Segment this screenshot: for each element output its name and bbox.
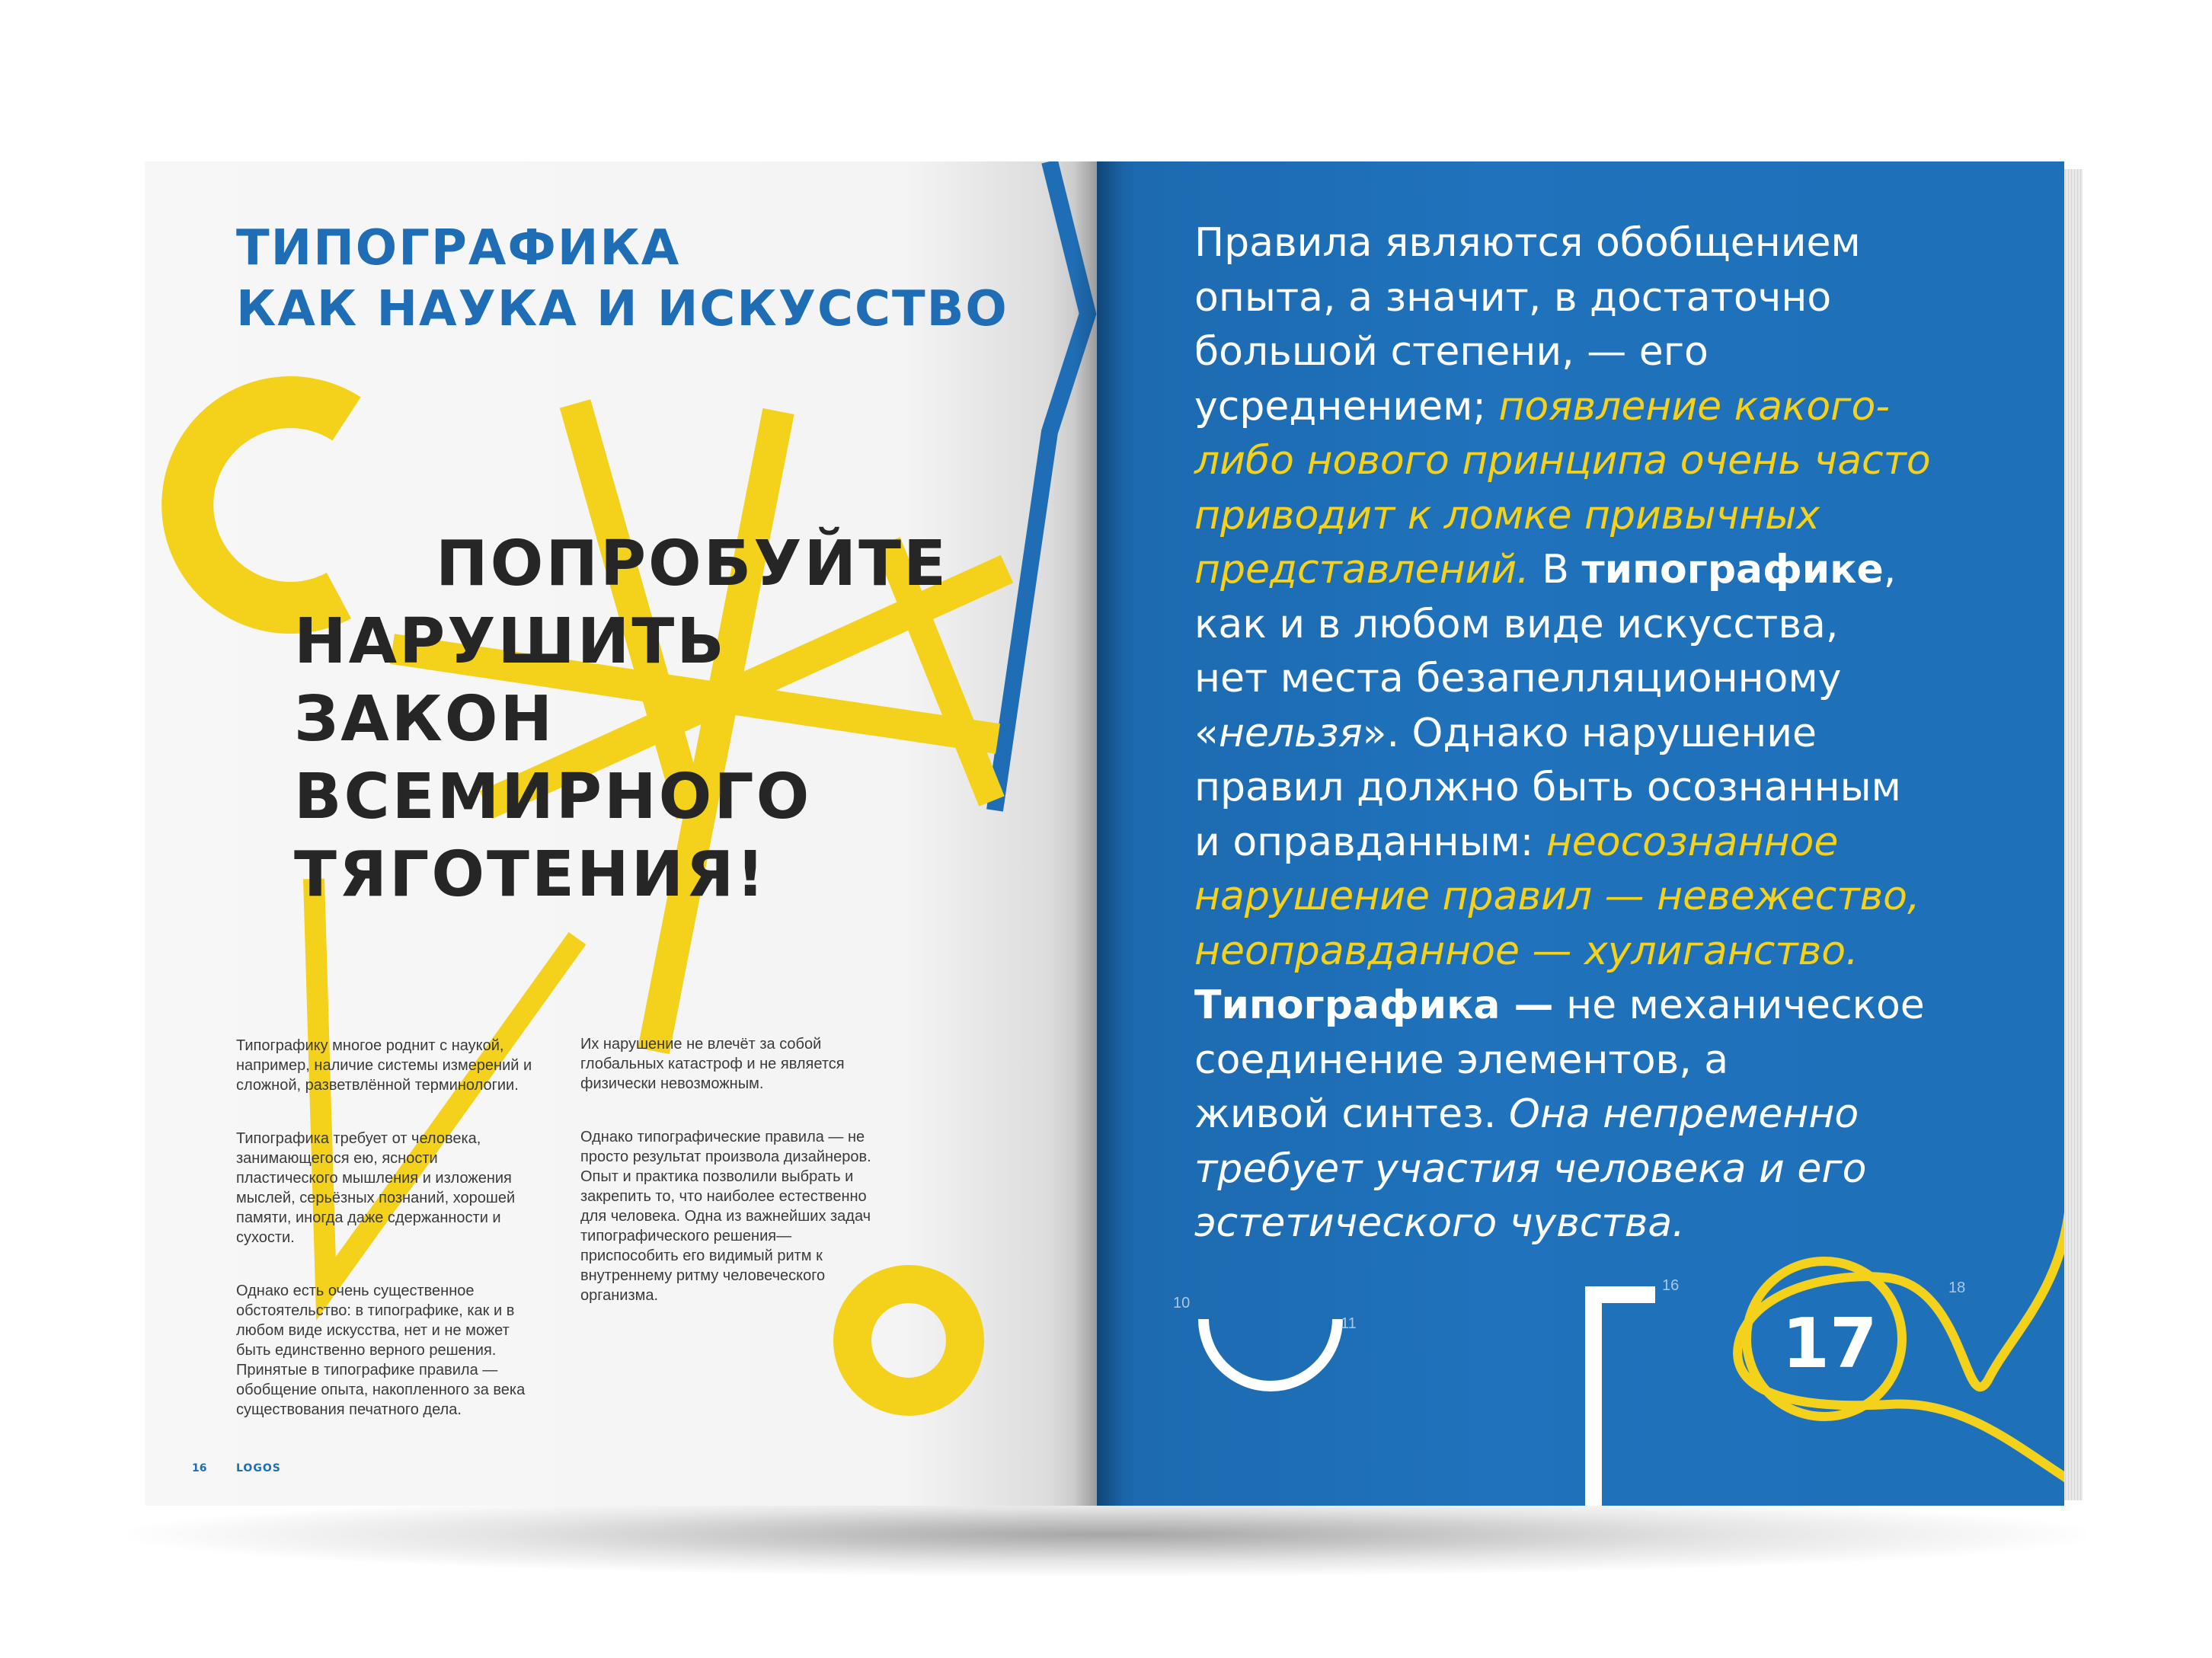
body-segment: либо нового принципа очень часто	[1194, 438, 1931, 484]
callout-line-2: НАРУШИТЬ ЗАКОН	[294, 605, 727, 756]
paragraph: Их нарушение не влечёт за собой глобальных катастроф и не является физически невозможным.	[580, 1036, 845, 1092]
body-segment: приводит к ломке привычных	[1194, 492, 1820, 538]
paragraph: Типографика требует от человека, занимающегося ею, ясности пластического мышления и изложения мыслей, серьёзных познаний, хорошей памяти, иногда даже сдержанности и сухости.	[236, 1130, 516, 1246]
body-segment: Типографика —	[1194, 982, 1554, 1028]
page-number-left: 16	[192, 1462, 207, 1474]
body-segment: нет места безапелляционному	[1194, 656, 1842, 701]
body-segment: не механическое	[1553, 982, 1925, 1028]
body-segment: усреднением;	[1194, 383, 1499, 430]
body-segment: живой синтез.	[1194, 1091, 1509, 1137]
body-segment: нарушение правил — невежество,	[1194, 874, 1920, 919]
body-segment: нельзя	[1218, 710, 1363, 756]
callout-quote	[294, 526, 964, 914]
body-segment: опыта, а значит, в достаточно	[1194, 274, 1832, 321]
body-segment: Она непременно	[1508, 1091, 1859, 1137]
body-segment: «	[1194, 710, 1219, 756]
glyph-label: 11	[1341, 1315, 1357, 1332]
title-line-2: КАК НАУКА И ИСКУССТВО	[236, 281, 1009, 337]
glyph-label: 16	[1662, 1277, 1680, 1294]
body-segment: как и в любом виде искусства,	[1194, 601, 1839, 647]
paragraph: Однако типографические правила — не просто результат произвола дизайнеров. Опыт и практика позволили выбрать и закрепить то, что наиболее естественно для человека. Одна из важнейших задач типографического решения— приспособить его видимый ритм к внутреннему ритму человеческого организма.	[580, 1129, 871, 1304]
body-segment: неосознанное	[1546, 819, 1839, 865]
body-segment: правил должно быть осознанным	[1194, 765, 1901, 810]
body-segment: представлений.	[1194, 547, 1530, 593]
body-segment: эстетического чувства.	[1194, 1200, 1685, 1246]
body-segment: и оправданным:	[1194, 819, 1546, 865]
body-segment: Правила являются обобщением	[1194, 220, 1861, 266]
title-line-1: ТИПОГРАФИКА	[236, 220, 681, 276]
left-page	[145, 161, 1097, 1506]
right-page	[1097, 161, 2064, 1506]
logo: LOGOS	[236, 1462, 281, 1474]
body-segment: ». Однако нарушение	[1362, 710, 1817, 756]
body-segment: ,	[1883, 547, 1897, 593]
body-segment: В	[1529, 547, 1582, 593]
book-gutter	[1074, 161, 1120, 1506]
body-segment: неоправданное — хулиганство.	[1194, 928, 1859, 974]
body-segment: появление какого-	[1498, 383, 1891, 430]
text-column-2	[580, 1034, 877, 1339]
page-number-right: 17	[1782, 1304, 1878, 1384]
paragraph: Однако есть очень существенное обстоятельство: в типографике, как и в любом виде искусства, нет и не может быть единственно верного решения. Принятые в типографике правила — обобщение опыта, накопленного за века существования печатного дела.	[236, 1283, 526, 1418]
glyph-label: 10	[1173, 1295, 1191, 1311]
glyph-label: 18	[1948, 1279, 1966, 1296]
body-segment: требует участия человека и его	[1194, 1145, 1867, 1192]
body-segment: типографике	[1581, 547, 1884, 593]
white-g-glyph	[1593, 1295, 1655, 1506]
decorative-glyphs	[1097, 161, 2064, 1506]
body-segment: большой степени, — его	[1194, 329, 1709, 375]
callout-line-4: ТЯГОТЕНИЯ!	[294, 839, 767, 911]
page-title	[236, 218, 1074, 340]
body-segment: соединение элементов, а	[1194, 1037, 1729, 1083]
paragraph: Типографику многое роднит с наукой, например, наличие системы измерений и сложной, разветвлённой терминологии.	[236, 1037, 532, 1094]
text-column-1	[236, 1036, 541, 1453]
white-arc-glyph	[1203, 1319, 1338, 1386]
callout-line-3: ВСЕМИРНОГО	[294, 761, 812, 833]
callout-line-1: ПОПРОБУЙТЕ	[436, 528, 949, 600]
page-edges	[2063, 169, 2083, 1500]
